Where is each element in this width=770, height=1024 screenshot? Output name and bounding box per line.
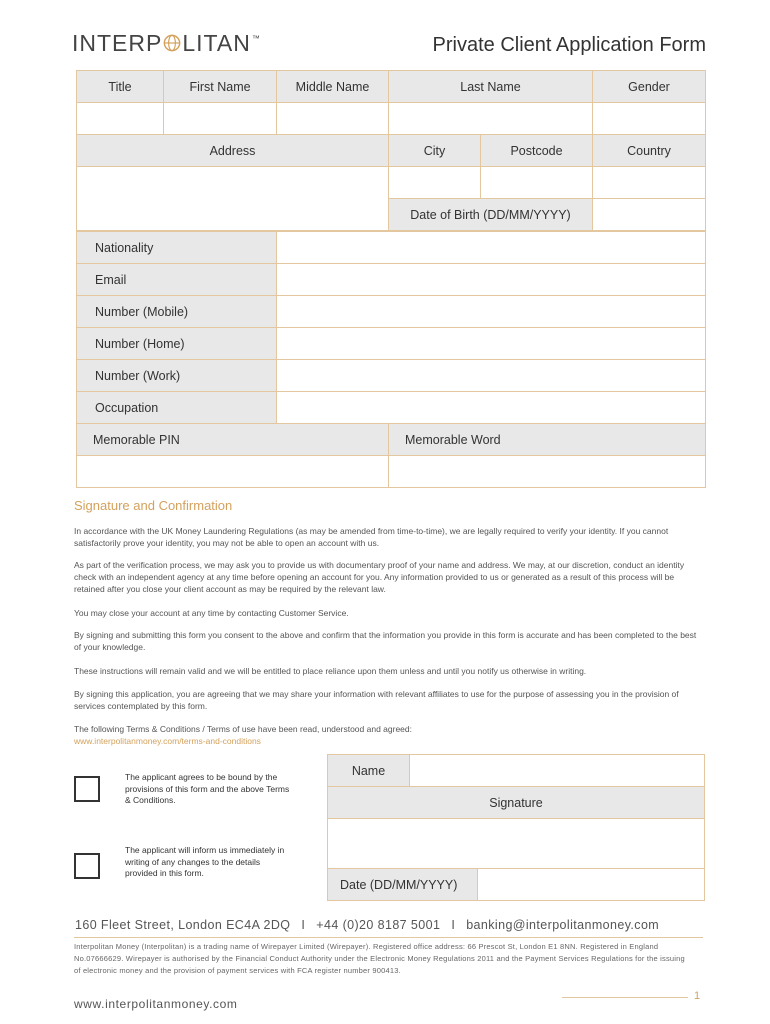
paragraph-verification-process: As part of the verification process, we may ask you to provide us with documentary proof of your name and address. We may, at our discretion, conduct an identity check with an independent agency at any time before opening an account for you. Any information provided to us or generated as a result of this process will be retained after you close your client account as may be required by the relevant law. xyxy=(74,560,685,594)
work-number-field[interactable] xyxy=(277,360,706,392)
city-field[interactable] xyxy=(389,167,481,199)
address-header: Address xyxy=(77,135,389,167)
paragraph-instructions: These instructions will remain valid and we will be entitled to place reliance upon them unless and until you notify us otherwise in writing. xyxy=(74,666,587,676)
security-table xyxy=(76,423,706,488)
paragraph-consent: By signing and submitting this form you consent to the above and confirm that the information you provide in this form is accurate and has been completed to the best of your knowledge. xyxy=(74,630,697,652)
title-field[interactable] xyxy=(77,103,164,135)
personal-details-table xyxy=(76,70,706,135)
signature-field[interactable] xyxy=(328,819,705,869)
memorable-word-label: Memorable Word xyxy=(389,424,706,456)
postcode-field[interactable] xyxy=(481,167,593,199)
footer-divider xyxy=(74,937,703,938)
footer-legal: Interpolitan Money (Interpolitan) is a trading name of Wirepayer Limited (Wirepayer). Registered office address: 66 Prescot St, London E1 8NN. Registered in England No.07666629. Wirepayer is authorised by the Financial Conduct Authority under the Electronic Money Regulations 2011 and the Payment Services Regulations for the issuing of electronic money and the provision of payment services with FCA register number 900413. xyxy=(74,942,685,975)
agree-terms-checkbox[interactable] xyxy=(74,776,100,802)
paragraph-terms xyxy=(74,723,702,747)
signature-label: Signature xyxy=(328,787,705,819)
footer-address: 160 Fleet Street, London EC4A 2DQ xyxy=(75,918,291,932)
last-name-header: Last Name xyxy=(389,71,593,103)
memorable-pin-label: Memorable PIN xyxy=(77,424,389,456)
middle-name-field[interactable] xyxy=(277,103,389,135)
paragraph-share-info: By signing this application, you are agreeing that we may share your information with relevant affiliates to use for the purpose of assessing you in the provision of services contemplated by this form. xyxy=(74,689,679,711)
home-number-field[interactable] xyxy=(277,328,706,360)
name-field[interactable] xyxy=(410,755,705,787)
paragraph-close-account: You may close your account at any time by contacting Customer Service. xyxy=(74,608,349,618)
globe-icon xyxy=(163,34,181,52)
inform-changes-text: The applicant will inform us immediately in writing of any changes to the details provided in this form. xyxy=(125,845,285,878)
address-table xyxy=(76,134,706,231)
home-number-label: Number (Home) xyxy=(77,328,277,360)
page-number: 1 xyxy=(694,990,701,1002)
country-header: Country xyxy=(593,135,706,167)
signature-table xyxy=(327,754,705,901)
dob-label: Date of Birth (DD/MM/YYYY) xyxy=(389,199,593,231)
footer-website[interactable]: www.interpolitanmoney.com xyxy=(74,997,238,1011)
work-number-label: Number (Work) xyxy=(77,360,277,392)
occupation-field[interactable] xyxy=(277,392,706,424)
nationality-field[interactable] xyxy=(277,232,706,264)
gender-field[interactable] xyxy=(593,103,706,135)
dob-field[interactable] xyxy=(593,199,706,231)
nationality-label: Nationality xyxy=(77,232,277,264)
address-field[interactable] xyxy=(77,167,389,231)
email-field[interactable] xyxy=(277,264,706,296)
first-name-field[interactable] xyxy=(164,103,277,135)
page-number-line xyxy=(562,997,688,998)
name-label: Name xyxy=(328,755,410,787)
footer-email[interactable]: banking@interpolitanmoney.com xyxy=(466,918,660,932)
title-header: Title xyxy=(77,71,164,103)
footer-phone: +44 (0)20 8187 5001 xyxy=(316,918,441,932)
last-name-field[interactable] xyxy=(389,103,593,135)
footer-separator-1: I xyxy=(301,918,306,932)
mobile-field[interactable] xyxy=(277,296,706,328)
gender-header: Gender xyxy=(593,71,706,103)
logo-text-right: LITAN xyxy=(182,30,251,56)
country-field[interactable] xyxy=(593,167,706,199)
date-label: Date (DD/MM/YYYY) xyxy=(328,869,478,901)
agree-terms-text: The applicant agrees to be bound by the provisions of this form and the above Terms & Conditions. xyxy=(125,772,290,805)
middle-name-header: Middle Name xyxy=(277,71,389,103)
footer-contact xyxy=(75,918,659,932)
date-field[interactable] xyxy=(478,869,705,901)
mobile-label: Number (Mobile) xyxy=(77,296,277,328)
terms-link[interactable]: www.interpolitanmoney.com/terms-and-conditions xyxy=(74,736,261,746)
city-header: City xyxy=(389,135,481,167)
trademark-symbol: ™ xyxy=(251,34,261,43)
memorable-pin-field[interactable] xyxy=(77,456,389,488)
email-label: Email xyxy=(77,264,277,296)
memorable-word-field[interactable] xyxy=(389,456,706,488)
terms-intro: The following Terms & Conditions / Terms of use have been read, understood and agreed: xyxy=(74,724,412,734)
postcode-header: Postcode xyxy=(481,135,593,167)
page-title: Private Client Application Form xyxy=(432,34,706,56)
inform-changes-checkbox[interactable] xyxy=(74,853,100,879)
contact-details-table xyxy=(76,231,706,424)
interpolitan-logo xyxy=(72,30,261,57)
section-title: Signature and Confirmation xyxy=(74,498,233,513)
paragraph-verification: In accordance with the UK Money Laundering Regulations (as may be amended from time-to-time), we are legally required to verify your identity. If you cannot satisfactorily prove your identity, you may not be able to open an account with us. xyxy=(74,526,669,548)
first-name-header: First Name xyxy=(164,71,277,103)
logo-text-left: INTERP xyxy=(72,30,163,56)
occupation-label: Occupation xyxy=(77,392,277,424)
footer-separator-2: I xyxy=(451,918,456,932)
